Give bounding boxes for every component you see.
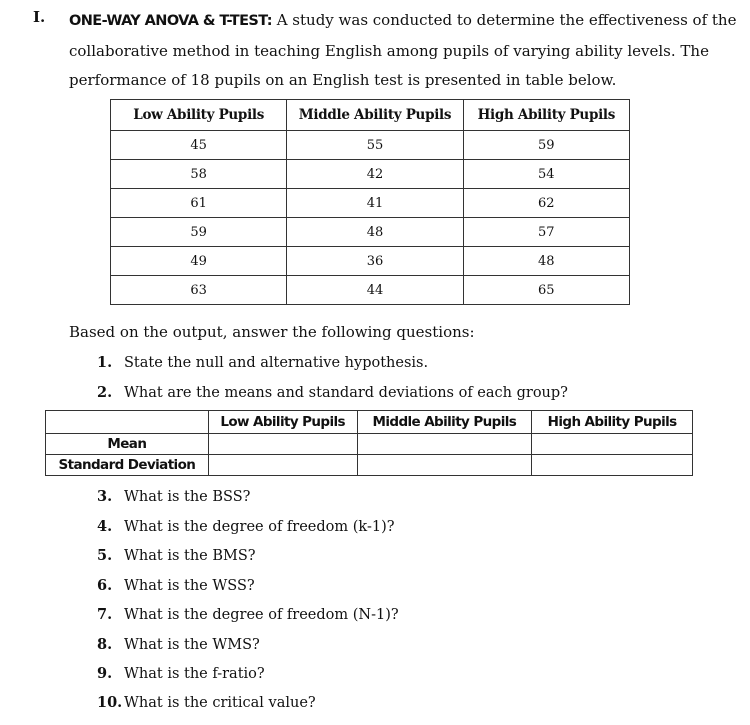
question-number: 2.: [97, 384, 113, 401]
score-cell: 65: [463, 276, 629, 305]
question-text: What is the f-ratio?: [124, 666, 265, 682]
score-cell: 42: [287, 160, 463, 189]
scores-header-low: Low Ability Pupils: [111, 100, 287, 131]
score-cell: 59: [111, 218, 287, 247]
question-text: State the null and alternative hypothesis.: [124, 355, 429, 371]
score-cell: 61: [111, 189, 287, 218]
stats-header-blank: [46, 411, 209, 434]
table-row: [111, 131, 630, 160]
score-cell: 48: [463, 247, 629, 276]
table-row: [111, 276, 630, 305]
question-number: 1.: [97, 354, 113, 371]
score-cell: 44: [287, 276, 463, 305]
table-row: [111, 218, 630, 247]
score-cell: 57: [463, 218, 629, 247]
question-number: 7.: [97, 606, 113, 623]
table-row: [111, 247, 630, 276]
stats-header-middle: Middle Ability Pupils: [357, 411, 532, 434]
question-number: 5.: [97, 547, 113, 564]
question-item: [97, 488, 250, 505]
question-item: [97, 665, 265, 682]
score-cell: 62: [463, 189, 629, 218]
stats-header-row: [46, 411, 693, 434]
scores-header-middle: Middle Ability Pupils: [287, 100, 463, 131]
scores-table: [110, 99, 630, 305]
score-cell: 36: [287, 247, 463, 276]
score-cell: 54: [463, 160, 629, 189]
question-text: What is the degree of freedom (k-1)?: [124, 519, 395, 535]
question-text: What is the critical value?: [124, 695, 316, 711]
question-text: What is the BSS?: [124, 489, 251, 505]
section-numeral: I.: [33, 8, 46, 26]
question-item: [97, 636, 260, 653]
score-cell: 45: [111, 131, 287, 160]
question-number: 9.: [97, 665, 113, 682]
question-text: What are the means and standard deviations of each group?: [124, 385, 568, 401]
blank-cell: [208, 434, 357, 455]
question-text: What is the WMS?: [124, 637, 260, 653]
table-row: [46, 455, 693, 476]
blank-cell: [357, 434, 532, 455]
scores-header-row: [111, 100, 630, 131]
question-item: [97, 694, 316, 711]
score-cell: 48: [287, 218, 463, 247]
scores-header-high: High Ability Pupils: [463, 100, 629, 131]
row-label-mean: Mean: [46, 434, 209, 455]
blank-cell: [532, 455, 693, 476]
table-row: [111, 189, 630, 218]
question-item: [97, 547, 256, 564]
blank-cell: [532, 434, 693, 455]
question-item: [97, 606, 399, 623]
score-cell: 41: [287, 189, 463, 218]
question-item: [97, 518, 395, 535]
intro-text: A study was conducted to determine the effectiveness of the collaborative method in teaching English among pupils of varying ability levels. The performance of 18 pupils on an English test is presented in table below.: [69, 11, 737, 89]
section-heading: ONE-WAY ANOVA & T-TEST:: [69, 13, 272, 29]
question-number: 4.: [97, 518, 113, 535]
question-number: 10.: [97, 694, 123, 711]
question-item: [97, 577, 255, 594]
stats-header-high: High Ability Pupils: [532, 411, 693, 434]
blank-cell: [357, 455, 532, 476]
score-cell: 55: [287, 131, 463, 160]
question-number: 3.: [97, 488, 113, 505]
questions-prompt: Based on the output, answer the following questions:: [69, 323, 475, 341]
question-number: 6.: [97, 577, 113, 594]
score-cell: 49: [111, 247, 287, 276]
question-item: [97, 384, 568, 401]
question-number: 8.: [97, 636, 113, 653]
question-text: What is the WSS?: [124, 578, 255, 594]
question-text: What is the BMS?: [124, 548, 256, 564]
section-intro: [69, 6, 739, 96]
score-cell: 58: [111, 160, 287, 189]
score-cell: 59: [463, 131, 629, 160]
table-row: [46, 434, 693, 455]
table-row: [111, 160, 630, 189]
stats-header-low: Low Ability Pupils: [208, 411, 357, 434]
row-label-std-dev: Standard Deviation: [46, 455, 209, 476]
stats-table: [45, 410, 693, 476]
blank-cell: [208, 455, 357, 476]
question-text: What is the degree of freedom (N-1)?: [124, 607, 399, 623]
question-item: [97, 354, 428, 371]
score-cell: 63: [111, 276, 287, 305]
